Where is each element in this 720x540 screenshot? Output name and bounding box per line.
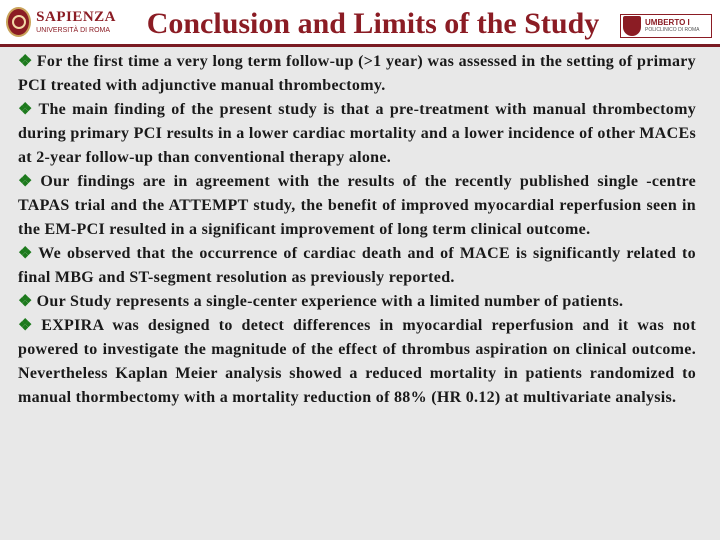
- bullet-paragraph: [18, 98, 696, 170]
- bullet-paragraph: [18, 50, 696, 98]
- logo-left-subtitle: UNIVERSITÀ DI ROMA: [36, 27, 111, 34]
- slide-body: [18, 50, 696, 410]
- hospital-crest-icon: [623, 16, 641, 36]
- paragraph-text: EXPIRA was designed to detect differences in myocardial reperfusion and it was not powered to investigate the magnitude of the effect of thrombus aspiration on clinical outcome. Nevertheless Kaplan Meier analysis showed a reduced mortality in patients randomized to manual thormbectomy with a mortality reduction of 88% (HR 0.12) at multivariate analysis.: [18, 317, 696, 406]
- sapienza-logo: [6, 5, 116, 39]
- paragraph-text: Our findings are in agreement with the results of the recently published single -centre TAPAS trial and the ATTEMPT study, the benefit of improved myocardial reperfusion seen in the EM-PCI resulted in a significant improvement of long term clinical outcome.: [18, 173, 696, 238]
- bullet-paragraph: [18, 242, 696, 290]
- bullet-icon: ❖: [18, 101, 35, 118]
- bullet-icon: ❖: [18, 317, 38, 334]
- paragraph-text: For the first time a very long term follow-up (>1 year) was assessed in the setting of primary PCI treated with adjunctive manual thrombectomy.: [18, 53, 696, 94]
- logo-right-subtitle: POLICLINICO DI ROMA: [645, 27, 700, 33]
- paragraph-text: We observed that the occurrence of cardiac death and of MACE is significantly related to final MBG and ST-segment resolution as previously reported.: [18, 245, 696, 286]
- paragraph-text: The main finding of the present study is that a pre-treatment with manual thrombectomy during primary PCI results in a lower cardiac mortality and a lower incidence of other MACEs at 2-year follow-up than conventional therapy alone.: [18, 101, 696, 166]
- bullet-icon: ❖: [18, 53, 33, 70]
- slide-title: Conclusion and Limits of the Study: [146, 7, 600, 40]
- slide-header: [0, 0, 720, 46]
- umberto-logo: [620, 14, 712, 38]
- bullet-paragraph: [18, 314, 696, 410]
- logo-left-name: SAPIENZA: [36, 9, 116, 25]
- bullet-paragraph: [18, 170, 696, 242]
- paragraph-text: Our Study represents a single-center experience with a limited number of patients.: [36, 293, 624, 310]
- bullet-paragraph: [18, 290, 696, 314]
- bullet-icon: ❖: [18, 245, 35, 262]
- bullet-icon: ❖: [18, 293, 33, 310]
- university-seal-icon: [6, 7, 31, 37]
- logo-right-name: UMBERTO I: [645, 18, 690, 27]
- header-divider: [0, 44, 720, 47]
- bullet-icon: ❖: [18, 173, 37, 190]
